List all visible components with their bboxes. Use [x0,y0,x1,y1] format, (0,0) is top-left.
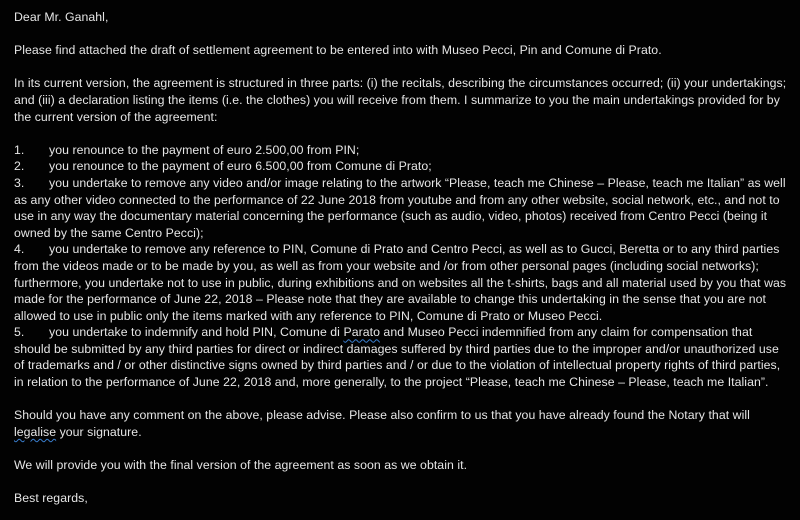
list-item [14,142,788,159]
greeting: Dear Mr. Ganahl, [14,10,109,24]
comment-text-rest: your signature. [56,424,142,439]
list-item [14,241,788,324]
spellcheck-word[interactable]: Parato [343,325,380,340]
list-item-text: you undertake to remove any video and/or image relating to the artwork “Please, teach me Chinese – Please, teach me Italian” as well as any other video connected to the performance of 22 June 2018 from youtube and from any other website, social network, etc., and not to use in any way the documentary material concerning the performance (such as audio, video, photos) received from Centro Pecci (being it owned by the same Centro Pecci); [14,175,786,240]
list-item-number: 3. [14,175,25,190]
comment-paragraph [14,407,788,440]
final-paragraph: We will provide you with the final version of the agreement as soon as we obtain it. [14,458,468,473]
list-item [14,175,788,241]
spacer [14,440,788,457]
structure-paragraph: In its current version, the agreement is structured in three parts: (i) the recitals, describing the circumstances occurred; (ii) your undertakings; and (iii) a declaration listing the items (i.e. the clothes) you will receive from them. I summarize to you the main undertakings provided for by the current version of the agreement: [14,76,787,124]
list-item [14,324,788,390]
spacer [14,125,788,142]
intro-paragraph: Please find attached the draft of settlement agreement to be entered into with Museo Pecci, Pin and Comune di Prato. [14,43,662,58]
spacer [14,391,788,408]
list-item-number: 1. [14,142,25,157]
list-item [14,158,788,175]
spacer [14,474,788,491]
list-item-text: you renounce to the payment of euro 2.500,00 from PIN; [49,142,360,157]
spellcheck-word[interactable]: legalise [14,424,57,439]
list-item-text-rest: and Museo Pecci indemnified from any claim for compensation that should be submitted by any third parties for direct or indirect damages suffered by third parties due to the improper and/or unauthorized use of trademarks and / or other distinctive signs owned by third parties and / or due to the violation of intellectual property rights of third parties, in relation to the performance of June 22, 2018 and, more generally, to the project “Please, teach me Chinese – Please, teach me Italian”. [14,325,781,390]
list-item-text: you undertake to indemnify and hold PIN, Comune di [49,325,344,340]
list-item-text: you renounce to the payment of euro 6.500,00 from Comune di Prato; [49,159,432,174]
list-item-number: 4. [14,242,25,257]
list-item-number: 5. [14,325,25,340]
list-item-number: 2. [14,159,25,174]
comment-text: Should you have any comment on the above, please advise. Please also confirm to us that you have already found the Notary that will [14,408,750,423]
spacer [14,26,788,43]
spacer [14,59,788,76]
closing: Best regards, [14,491,88,506]
list-item-text: you undertake to remove any reference to PIN, Comune di Prato and Centro Pecci, as well as to Gucci, Beretta or to any third parties from the videos made or to be made by you, as well as from your website and /or from other personal pages (including social networks); furthermore, you undertake not to use in public, during exhibitions and on websites all the t-shirts, bags and all material used by you that was made for the performance of June 22, 2018 – Please note that they are available to change this undertaking in the sense that you are not allowed to use in public only the items marked with any reference to PIN, Comune di Prato or Museo Pecci. [14,242,787,323]
